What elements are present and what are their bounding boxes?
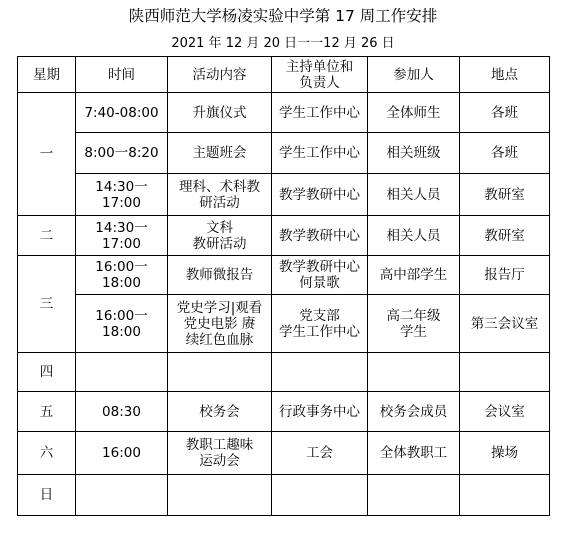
header-time: 时间 xyxy=(76,57,168,93)
attendees-cell: 相关人员 xyxy=(368,174,460,216)
location-cell: 教研室 xyxy=(460,216,550,256)
organizer-cell: 学生工作中心 xyxy=(272,133,368,174)
time-cell: 16:00一18:00 xyxy=(76,256,168,295)
day-cell-mon: 一 xyxy=(18,93,76,216)
header-organizer-line2: 负责人 xyxy=(299,74,340,91)
table-row xyxy=(18,133,550,174)
time-cell xyxy=(76,475,168,516)
organizer-line: 何景歌 xyxy=(299,275,340,291)
day-cell-wed: 三 xyxy=(18,256,76,353)
attendees-cell: 全体师生 xyxy=(368,93,460,133)
organizer-cell: 学生工作中心 xyxy=(272,93,368,133)
activity-cell xyxy=(168,432,272,475)
time-cell: 16:00 xyxy=(76,432,168,475)
page-title: 陕西师范大学杨凌实验中学第 17 周工作安排 xyxy=(128,7,438,25)
day-cell-sat: 六 xyxy=(18,432,76,475)
organizer-cell xyxy=(272,353,368,392)
table-row xyxy=(18,432,550,475)
attendees-line: 高二年级 xyxy=(386,307,441,324)
time-cell xyxy=(76,353,168,392)
day-cell-fri: 五 xyxy=(18,392,76,432)
organizer-cell: 教学教研中心 xyxy=(272,216,368,256)
attendees-cell: 相关班级 xyxy=(368,133,460,174)
header-organizer xyxy=(272,57,368,93)
header-location: 地点 xyxy=(460,57,550,93)
location-cell xyxy=(460,353,550,392)
location-cell: 教研室 xyxy=(460,174,550,216)
day-cell-thu: 四 xyxy=(18,353,76,392)
activity-cell: 校务会 xyxy=(168,392,272,432)
activity-cell: 教师微报告 xyxy=(168,256,272,295)
activity-cell: 升旗仪式 xyxy=(168,93,272,133)
location-cell xyxy=(460,475,550,516)
table-row xyxy=(18,216,550,256)
organizer-cell xyxy=(272,256,368,295)
activity-line: 党史学习|观看 xyxy=(176,299,263,316)
attendees-cell: 高中部学生 xyxy=(368,256,460,295)
location-cell: 各班 xyxy=(460,133,550,174)
date-range: 2021 年 12 月 20 日一一12 月 26 日 xyxy=(171,36,395,51)
table-row xyxy=(18,256,550,295)
table-row xyxy=(18,295,550,353)
location-cell: 各班 xyxy=(460,93,550,133)
organizer-cell: 教学教研中心 xyxy=(272,174,368,216)
time-cell: 7:40-08:00 xyxy=(76,93,168,133)
attendees-cell xyxy=(368,295,460,353)
attendees-cell: 相关人员 xyxy=(368,216,460,256)
activity-line: 研活动 xyxy=(199,194,240,211)
attendees-line: 学生 xyxy=(400,323,427,340)
location-cell: 会议室 xyxy=(460,392,550,432)
day-cell-tue: 二 xyxy=(18,216,76,256)
schedule-table xyxy=(17,56,550,516)
time-cell: 8:00一8:20 xyxy=(76,133,168,174)
activity-cell xyxy=(168,475,272,516)
activity-cell xyxy=(168,295,272,353)
table-row xyxy=(18,475,550,516)
organizer-line: 教学教研中心 xyxy=(279,259,360,275)
activity-line: 运动会 xyxy=(199,453,240,469)
activity-line: 教研活动 xyxy=(192,235,247,252)
table-row xyxy=(18,353,550,392)
attendees-cell: 全体教职工 xyxy=(368,432,460,475)
organizer-line: 学生工作中心 xyxy=(279,323,360,340)
table-row xyxy=(18,174,550,216)
activity-cell xyxy=(168,216,272,256)
day-cell-sun: 日 xyxy=(18,475,76,516)
location-cell: 报告厅 xyxy=(460,256,550,295)
organizer-cell: 工会 xyxy=(272,432,368,475)
time-cell: 14:30一17:00 xyxy=(76,216,168,256)
activity-line: 理科、术科教 xyxy=(179,178,260,195)
table-row xyxy=(18,93,550,133)
activity-line: 党史电影 赓 xyxy=(183,315,256,332)
header-day: 星期 xyxy=(18,57,76,93)
header-organizer-line1: 主持单位和 xyxy=(285,58,354,75)
organizer-cell xyxy=(272,295,368,353)
time-cell: 08:30 xyxy=(76,392,168,432)
organizer-line: 党支部 xyxy=(299,307,340,324)
header-attendees: 参加人 xyxy=(368,57,460,93)
time-cell: 16:00一18:00 xyxy=(76,295,168,353)
activity-cell xyxy=(168,174,272,216)
location-cell: 操场 xyxy=(460,432,550,475)
activity-line: 续红色血脉 xyxy=(185,331,254,348)
activity-line: 教职工趣味 xyxy=(185,437,254,453)
activity-line: 文科 xyxy=(206,219,233,236)
organizer-cell xyxy=(272,475,368,516)
attendees-cell: 校务会成员 xyxy=(368,392,460,432)
attendees-cell xyxy=(368,353,460,392)
time-cell: 14:30一17:00 xyxy=(76,174,168,216)
activity-cell xyxy=(168,353,272,392)
header-row xyxy=(18,57,550,93)
organizer-cell: 行政事务中心 xyxy=(272,392,368,432)
header-activity: 活动内容 xyxy=(168,57,272,93)
activity-cell: 主题班会 xyxy=(168,133,272,174)
table-row xyxy=(18,392,550,432)
attendees-cell xyxy=(368,475,460,516)
location-cell: 第三会议室 xyxy=(460,295,550,353)
